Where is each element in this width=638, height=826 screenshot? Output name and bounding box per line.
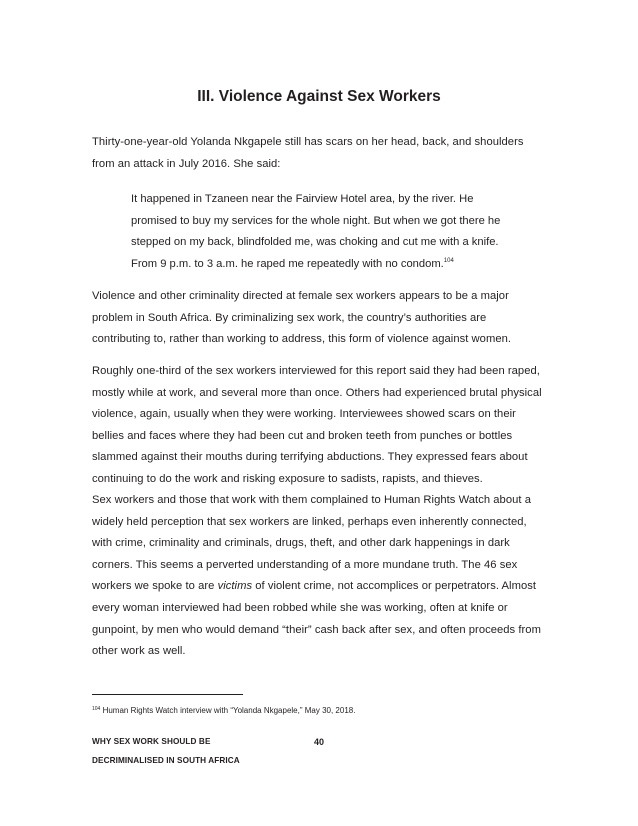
text-line: from an attack in July 2016. She said: (92, 157, 281, 170)
footnote-number: 104 (92, 706, 101, 712)
footnote-text: Human Rights Watch interview with “Yolanda Nkgapele,” May 30, 2018. (100, 706, 356, 715)
text-line: Thirty-one-year-old Yolanda Nkgapele still has scars on her head, back, and shoulders (92, 136, 524, 148)
text-line: Violence and other criminality directed at female sex workers appears to be a major (92, 290, 509, 302)
text-line: other work as well. (92, 645, 186, 658)
text-line: slammed against their mouths during terrifying abductions. They expressed fears about (92, 451, 528, 464)
text-fragment: workers we spoke to are (92, 580, 218, 593)
footnote-divider (92, 694, 243, 695)
text-line: corners. This seems a perverted understanding of a more mundane truth. The 46 sex (92, 558, 518, 571)
text-line: violence, again, usually when they were working. Interviewees showed scars on their (92, 408, 516, 421)
quote-line: promised to buy my services for the whole night. But when we got there he (131, 214, 501, 227)
running-footer-title-line1: WHY SEX WORK SHOULD BE (92, 737, 211, 746)
text-line-emphasis (92, 576, 552, 598)
quote-text: From 9 p.m. to 3 a.m. he raped me repeatedly with no condom. (131, 257, 444, 270)
paragraph-violence (92, 361, 552, 491)
text-line: Roughly one-third of the sex workers interviewed for this report said they had been raped, (92, 365, 540, 377)
text-line: every woman interviewed had been robbed while she was working, often at knife or (92, 601, 508, 614)
quote-line-last (131, 254, 531, 276)
emphasis-victims: victims (217, 580, 253, 593)
text-line: contributing to, rather than working to address, this form of violence against women. (92, 333, 512, 346)
text-line: Sex workers and those that work with them complained to Human Rights Watch about a (92, 494, 531, 506)
footnote (92, 706, 355, 715)
paragraph-criminality (92, 286, 552, 351)
running-footer-title-line2: DECRIMINALISED IN SOUTH AFRICA (92, 756, 240, 765)
quote-line: stepped on my back, blindfolded me, was choking and cut me with a knife. (131, 236, 499, 249)
text-line: bellies and faces where they had been cut and broken teeth from punches or bottles (92, 429, 513, 442)
text-line: with crime, criminality and criminals, drugs, theft, and other dark happenings in dark (92, 537, 510, 550)
footnote-reference[interactable]: 104 (443, 257, 454, 264)
page-number: 40 (314, 737, 325, 747)
text-line: continuing to do the work and risking exposure to sadists, rapists, and thieves. (92, 472, 483, 485)
text-line: gunpoint, by men who would demand “their” cash back after sex, and often proceeds from (92, 623, 541, 636)
section-heading: III. Violence Against Sex Workers (197, 88, 441, 105)
paragraph-intro (92, 132, 552, 175)
text-fragment: of violent crime, not accomplices or perpetrators. Almost (252, 580, 537, 593)
paragraph-perception (92, 490, 552, 663)
text-line: mostly while at work, and several more than once. Others had experienced brutal physical (92, 386, 542, 399)
quote-line: It happened in Tzaneen near the Fairview Hotel area, by the river. He (131, 193, 474, 205)
text-line: widely held perception that sex workers are linked, perhaps even inherently connected, (92, 515, 527, 528)
block-quote (131, 189, 531, 275)
text-line: problem in South Africa. By criminalizing sex work, the country’s authorities are (92, 311, 487, 324)
